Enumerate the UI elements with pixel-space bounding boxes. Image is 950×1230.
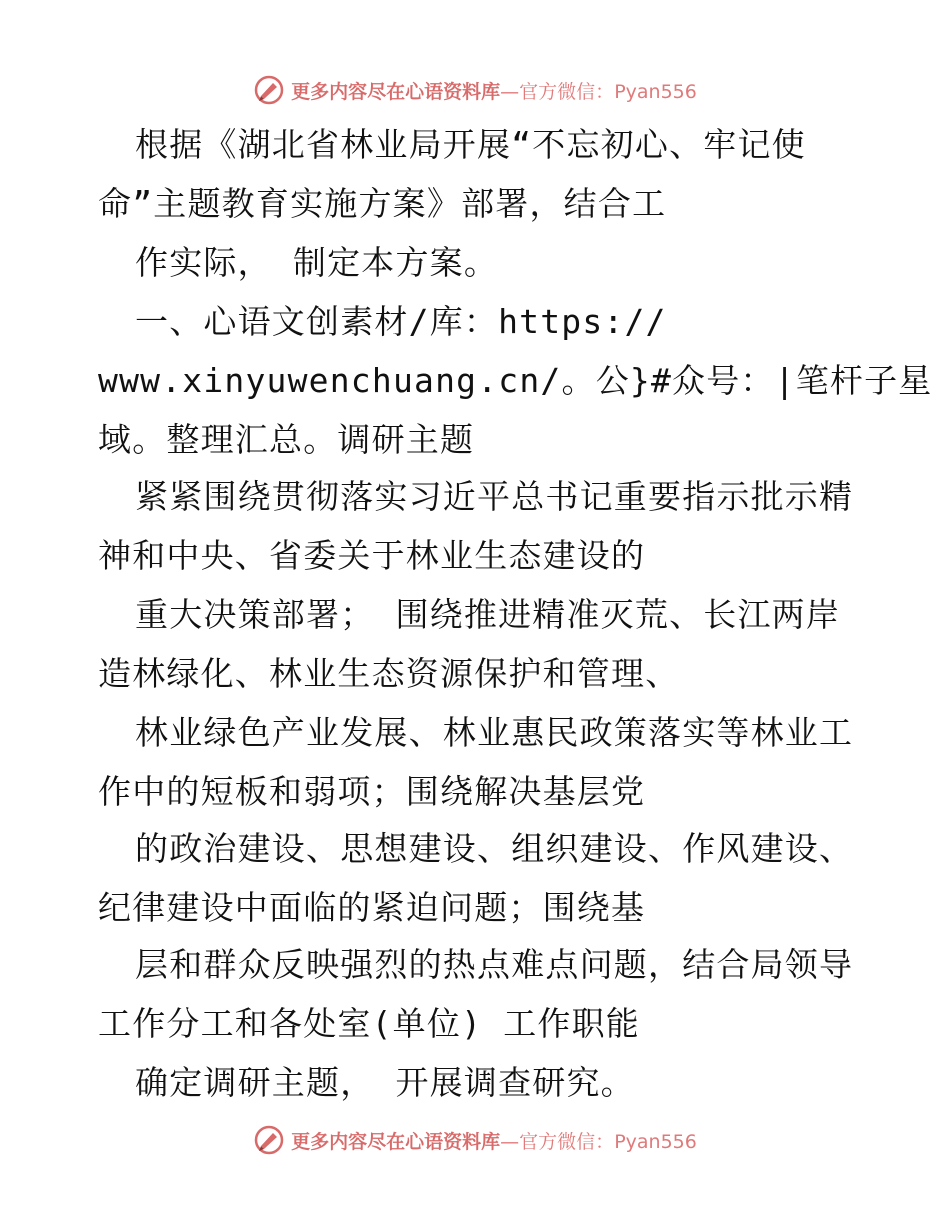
body-line: 确定调研主题， 开展调查研究。: [135, 1063, 635, 1102]
body-line: 层和群众反映强烈的热点难点问题，结合局领导: [135, 945, 854, 984]
body-line: 域。整理汇总。调研主题: [98, 420, 475, 459]
body-line: www.xinyuwenchuang.cn/。公}#众号：|笔杆子星: [98, 361, 933, 400]
header-text-main: 更多内容尽在心语资料库: [291, 80, 501, 103]
footer-text-main: 更多内容尽在心语资料库: [291, 1130, 501, 1153]
header-banner: [0, 70, 950, 110]
footer-text-sep: —官方微信：: [500, 1130, 615, 1153]
body-line: 的政治建设、思想建设、组织建设、作风建设、: [135, 829, 854, 868]
body-line: 纪律建设中面临的紧迫问题；围绕基: [98, 888, 646, 927]
footer-text: [291, 1127, 697, 1154]
header-text: [291, 77, 697, 104]
body-line: 一、心语文创素材/库：https://: [135, 302, 667, 341]
pen-logo-icon: [253, 1124, 285, 1156]
body-line: 工作分工和各处室(单位) 工作职能: [98, 1004, 641, 1043]
body-line: 根据《湖北省林业局开展“不忘初心、牢记使: [135, 125, 806, 164]
footer-text-id: Pyan556: [614, 1130, 697, 1153]
body-line: 紧紧围绕贯彻落实习近平总书记重要指示批示精: [135, 477, 854, 516]
body-line: 命”主题教育实施方案》部署，结合工: [98, 184, 667, 223]
header-text-sep: —官方微信：: [500, 80, 615, 103]
body-line: 重大决策部署； 围绕推进精准灭荒、长江两岸: [135, 595, 841, 634]
body-line: 林业绿色产业发展、林业惠民政策落实等林业工: [135, 713, 854, 752]
body-line: 作中的短板和弱项；围绕解决基层党: [98, 772, 646, 811]
header-text-id: Pyan556: [614, 80, 697, 103]
pen-logo-icon: [253, 74, 285, 106]
body-line: 作实际， 制定本方案。: [135, 243, 499, 282]
footer-banner: [0, 1120, 950, 1160]
body-line: 神和中央、省委关于林业生态建设的: [98, 536, 646, 575]
body-line: 造林绿化、林业生态资源保护和管理、: [98, 654, 680, 693]
